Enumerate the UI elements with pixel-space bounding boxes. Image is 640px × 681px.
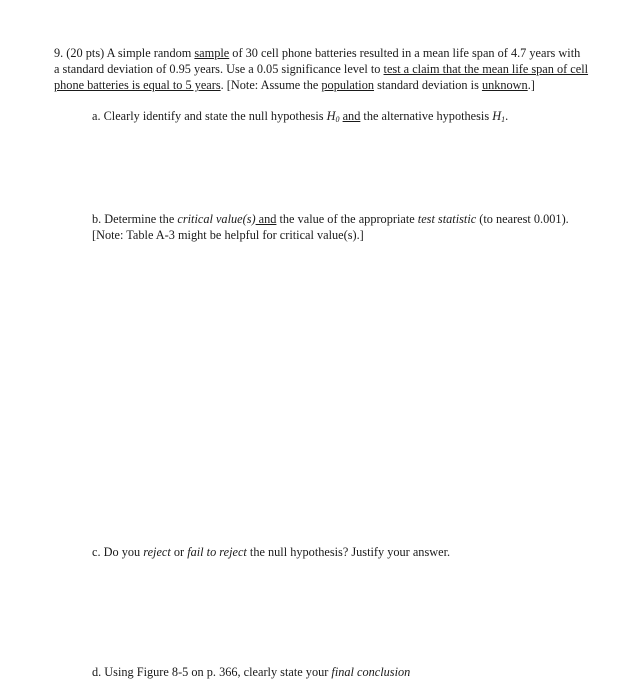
problem-line-1: 9. (20 pts) A simple random sample of 30 cell phone batteries resulted in a mean life span of 4.7 years with [54, 46, 581, 60]
problem-line-2: a standard deviation of 0.95 years. Use a 0.05 significance level to test a claim that the mean life span of cell [54, 62, 589, 76]
part-d-question: d. Using Figure 8-5 on p. 366, clearly state your final conclusion [92, 665, 411, 679]
underlined-claim: test a claim that the mean life span of cell [383, 62, 589, 76]
null-hypothesis-symbol: $H_0$ [326, 109, 340, 124]
underlined-and: and [255, 212, 277, 226]
final-conclusion-term: final conclusion [331, 665, 411, 679]
underlined-and: and [342, 109, 361, 123]
test-statistic-term: test statistic [417, 212, 477, 226]
alternative-hypothesis-symbol: $H_1$ [492, 109, 506, 124]
problem-statement [54, 45, 614, 93]
reject-term: reject [143, 545, 171, 559]
part-a-question: a. Clearly identify and state the null hypothesis $H_0$ and the alternative hypothesis $H_1$. [92, 109, 509, 124]
part-b-note: [Note: Table A-3 might be helpful for critical value(s).] [92, 228, 364, 242]
critical-values-term: critical value(s) [177, 212, 256, 226]
problem-line-3: phone batteries is equal to 5 years. [Note: Assume the population standard deviation is unknown.] [54, 78, 535, 92]
underlined-unknown: unknown [481, 78, 528, 92]
fail-to-reject-term: fail to reject [187, 545, 247, 559]
underlined-claim-end: phone batteries is equal to 5 years [54, 78, 221, 92]
part-c-question: c. Do you reject or fail to reject the null hypothesis? Justify your answer. [92, 545, 451, 559]
part-b-question: b. Determine the critical value(s) and the value of the appropriate test statistic (to nearest 0.001). [Note: Table A-3 might be helpful for critical value(s).] [92, 211, 612, 243]
underlined-population: population [321, 78, 375, 92]
underlined-sample: sample [194, 46, 230, 60]
